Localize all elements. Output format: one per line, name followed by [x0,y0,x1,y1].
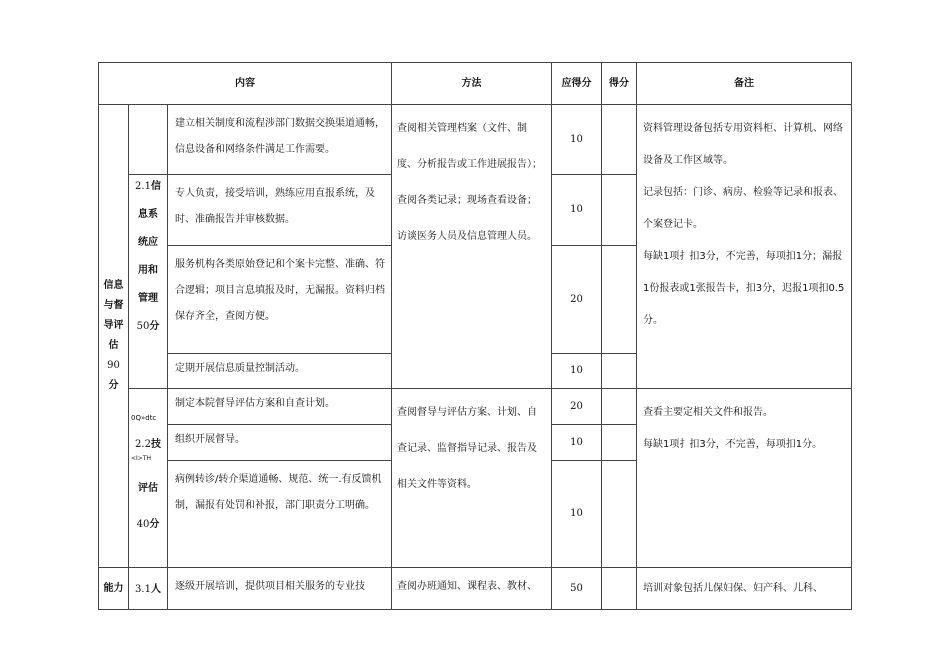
remark-text: 查看主要定相关文件和报告。 [643,407,773,418]
remark-cell [637,105,852,389]
header-method: 方法 [392,63,552,105]
row-score: 10 [552,105,602,175]
table-row [99,389,852,425]
table-row [99,105,852,175]
sub-label: 人 [150,583,161,595]
row-content: 逐级开展培训，提供项目相关服务的专业技 [168,568,392,610]
header-row [99,63,852,105]
score-got-cell[interactable] [602,568,637,610]
sub-empty-cell [129,105,168,175]
score-got-cell[interactable] [602,425,637,461]
category-line: 导评 [103,320,124,331]
method-cell: 查阅办班通知、课程表、教材、 [392,568,552,610]
row-score: 10 [552,425,602,461]
sub-label: 用和 [138,265,158,276]
remark-cell [637,389,852,568]
score-got-cell[interactable] [602,246,637,354]
row-score: 10 [552,354,602,389]
subcategory-2-1 [129,175,168,389]
sub-score: 40 [136,519,150,530]
sub-label: 管理 [138,293,158,304]
row-score: 50 [552,568,602,610]
method-cell: 查阅督导与评估方案、计划、自查记录、监督指导记录、报告及相关文件等资料。 [392,389,552,568]
row-score: 20 [552,246,602,354]
category-line: 与督 [103,300,124,311]
score-got-cell[interactable] [602,354,637,389]
sub-unit: 分 [149,519,160,530]
sub-label: 技 [150,439,161,450]
evaluation-table [98,62,852,610]
remark-text: 记录包括：门诊、病房、检验等记录和报表、个案登记卡。 [643,187,843,230]
header-score-got: 得分 [602,63,637,105]
score-got-cell[interactable] [602,389,637,425]
sub-label: 信 [150,181,161,192]
score-got-cell[interactable] [602,175,637,246]
sub-unit: 分 [149,321,160,332]
category-score: 90 [107,360,120,371]
remark-text: 每缺1项扌扣3分，不完善，每项扣1分；漏报1份报表或1张报告卡，扣3分，迟报1项扣0.5分。 [643,251,845,326]
row-content: 服务机构各类原始登记和个案卡完整、准确、符合逻辑；项目言息填报及时，无漏报。资料归档保存齐全，查阅方便。 [168,246,392,354]
header-score-due: 应得分 [552,63,602,105]
score-got-cell[interactable] [602,461,637,568]
category-line: 估 [108,340,119,351]
category-line: 信息 [103,280,124,291]
sub-noise-text: 0Q»dtc [131,414,157,422]
table-row [99,568,852,610]
remark-text: 每缺1项扌扣3分，不完善，每项扣1分。 [643,439,823,450]
row-content: 病例转诊/转介渠道通畅、规范、统一.有反馈机制，漏报有处罚和补报，部门职责分工明确。 [168,461,392,568]
method-cell: 查阅相关管理档案（文件、制度、分析报告或工作进展报告）；查阅各类记录；现场查看设备；访谈医务人员及信息管理人员。 [392,105,552,389]
row-content: 专人负责，接受培训，熟练应用直报系统，及时、准确报告并审核数据。 [168,175,392,246]
score-got-cell[interactable] [602,105,637,175]
sub-number: 3.1 [135,583,151,595]
sub-number: 2.1 [135,181,151,192]
sub-score: 50 [136,321,150,332]
sub-number: 2.2 [135,439,151,450]
row-score: 10 [552,175,602,246]
remark-text: 资料管理设备包括专用资料柜、计算机、网络设备及工作区域等。 [643,123,843,166]
row-score: 10 [552,461,602,568]
category-unit: 分 [108,380,119,391]
row-content: 定期开展信息质量控制活动。 [168,354,392,389]
row-content: 制定本院督导评估方案和自查计划。 [168,389,392,425]
row-score: 20 [552,389,602,425]
header-content: 内容 [99,63,392,105]
header-remark: 备注 [637,63,852,105]
subcategory-2-2 [129,389,168,568]
subcategory-3-1 [129,568,168,610]
remark-cell: 培训对象包括儿保妇保、妇产科、儿科、 [637,568,852,610]
row-content: 组织开展督导。 [168,425,392,461]
sub-label: 息系 [138,209,158,220]
sub-noise-text: <I>TH [131,455,152,462]
sub-label: 评估 [138,483,158,494]
category-capacity: 能力 [99,568,129,610]
row-content: 建立相关制度和流程涉部门数据交换渠道通畅，信息设备和网络条件满足工作需要。 [168,105,392,175]
category-info-supervision [99,105,129,568]
sub-label: 统应 [138,237,158,248]
